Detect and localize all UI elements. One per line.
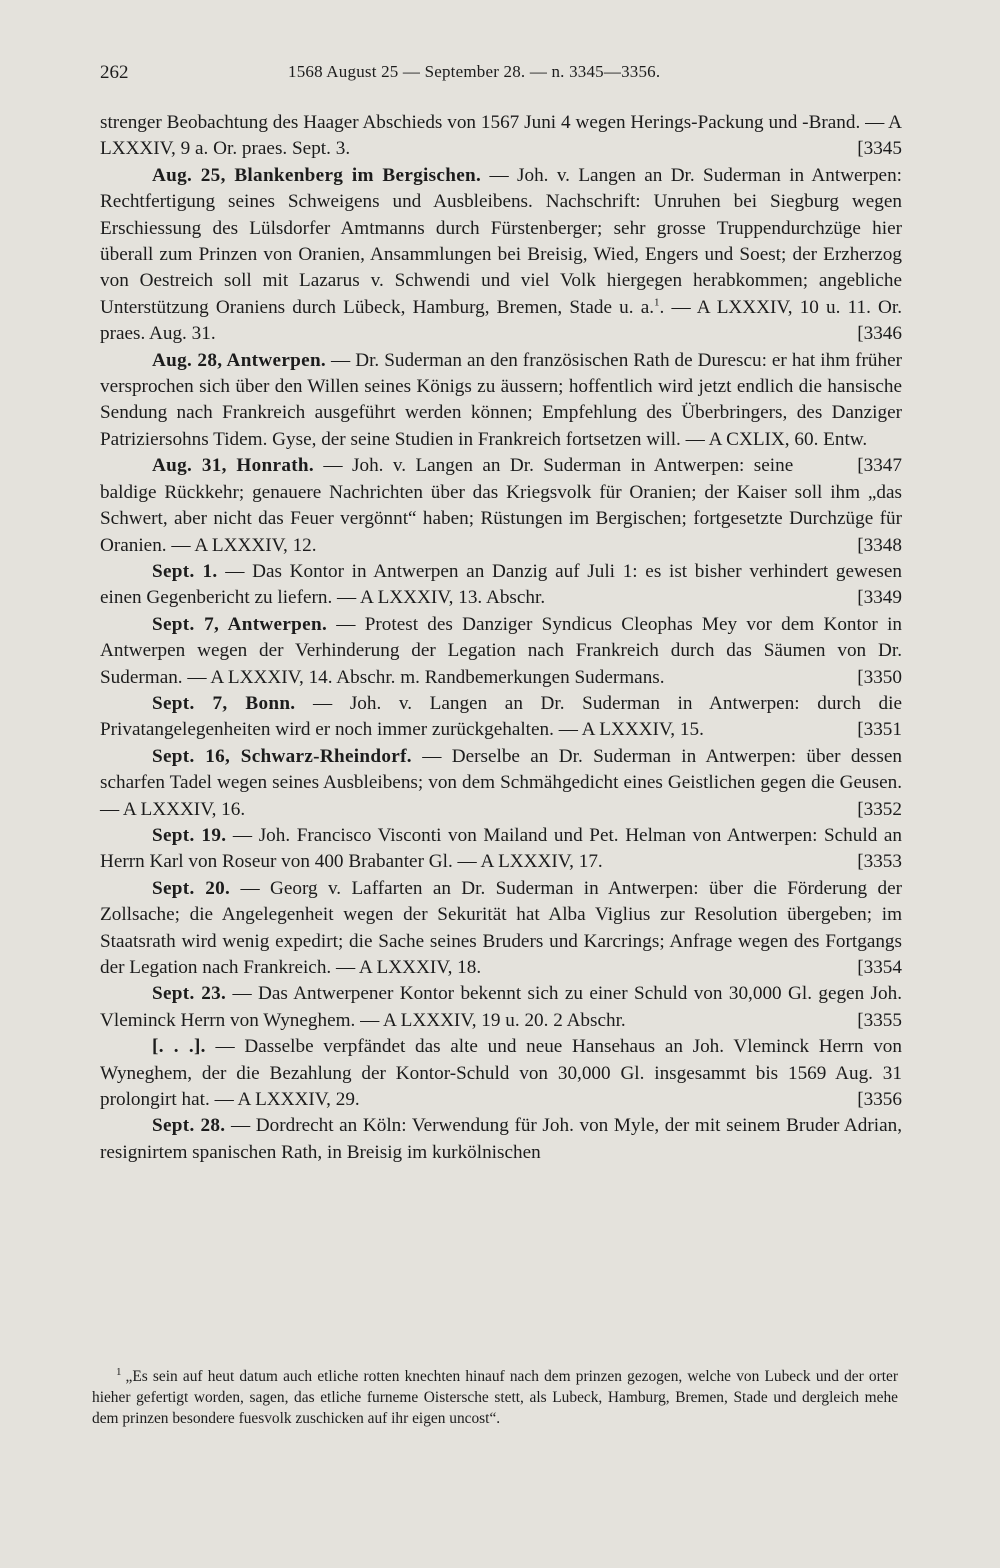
- regest-entry: [100, 612, 902, 691]
- regest-entry: [100, 876, 902, 982]
- regest-entry: [100, 163, 902, 348]
- entry-number: [3345: [857, 138, 902, 160]
- entry-number: [3347: [857, 455, 902, 477]
- footnote-mark: 1: [116, 1366, 122, 1378]
- entry-text: strenger Beobachtung des Haager Abschieds von 1567 Juni 4 wegen Herings-Packung und -Brand. — A LXXXIV, 9 a. Or. praes. Sept. 3.: [100, 112, 902, 160]
- entry-date: Aug. 31, Honrath.: [152, 455, 314, 477]
- entry-date: Sept. 20.: [152, 877, 231, 899]
- entry-text: — Derselbe an Dr. Suderman in Antwerpen: über dessen scharfen Tadel wegen seines Ausbleibens; von dem Schmähgedicht eines Geistlichen gegen die Geusen. — A LXXXIV, 16.: [100, 745, 902, 820]
- entry-date: Aug. 28, Antwerpen.: [152, 349, 327, 371]
- entry-number: [3354: [857, 957, 902, 978]
- footnote-text: „Es sein auf heut datum auch etliche rotten knechten hinauf nach dem prinzen gezogen, welche von Lubeck und der orter hieher gefertigt worden, sagen, das etliche furneme Oistersche stett, als Lubeck, Hamburg, Bremen, Stade und dergleich mehe dem prinzen besondere fuesvolk zuschicken auf ihr eigen uncost“.: [92, 1368, 898, 1428]
- regest-entry: [100, 1113, 902, 1166]
- entry-date: Sept. 28.: [152, 1115, 226, 1137]
- entry-number: [3351: [857, 719, 902, 741]
- page-body: [100, 110, 902, 1166]
- entry-date: Sept. 7, Bonn.: [152, 692, 296, 714]
- running-title: 1568 August 25 — September 28. — n. 3345—3356.: [288, 62, 661, 81]
- regest-entry: [100, 823, 902, 876]
- entry-text: — Protest des Danziger Syndicus Cleophas Mey vor dem Kontor in Antwerpen wegen der Verhinderung der Legation nach Frankreich durch das Säumen von Dr. Suderman. — A LXXXIV, 14. Abschr. m. Randbemerkungen Sudermans.: [100, 613, 902, 688]
- entry-text: — Georg v. Laffarten an Dr. Suderman in Antwerpen: über die Förderung der Zollsache; die Angelegenheit wegen der Sekurität hat Alba Viglius zur Resolution übergeben; im Staatsrath wird wenig expedirt; die Sache seines Bruders und Karcrings; Anfrage wegen des Fortgangs der Legation nach Frankreich. — A LXXXIV, 18.: [100, 877, 902, 978]
- entry-text: — Dordrecht an Köln: Verwendung für Joh. von Myle, der mit seinem Bruder Adrian, resignirtem spanischen Rath, in Breisig im kurkölnischen: [100, 1115, 902, 1163]
- entry-text: — Joh. Francisco Visconti von Mailand und Pet. Helman von Antwerpen: Schuld an Herrn Karl von Roseur von 400 Brabanter Gl. — A LXXXIV, 17.: [100, 824, 902, 873]
- entry-number: [3346: [857, 323, 902, 345]
- entry-date: Sept. 23.: [152, 983, 227, 1005]
- entry-text: — Das Antwerpener Kontor bekennt sich zu einer Schuld von 30,000 Gl. gegen Joh. Vleminck Herrn von Wyneghem. — A LXXXIV, 19 u. 20. 2 Abschr.: [100, 983, 902, 1031]
- entry-text: — Dr. Suderman an den französischen Rath de Durescu: er hat ihm früher versprochen sich über den Willen seines Königs zu äussern; hoffentlich wird jetzt endlich die hansische Sendung nach Frankreich ausgeführt werden können; Empfehlung des Überbringers, des Danziger Patriziersohns Tidem. Gyse, der seine Studien in Frankreich fortsetzen will. — A CXLIX, 60. Entw.: [100, 349, 902, 450]
- regest-entry: [100, 110, 902, 163]
- footnote: [92, 1362, 898, 1429]
- regest-entry: [100, 981, 902, 1034]
- entry-number: [3352: [857, 798, 902, 820]
- entry-text: — Joh. v. Langen an Dr. Suderman in Antwerpen: durch die Privatangelegenheiten wird er noch immer zurückgehalten. — A LXXXIV, 15.: [100, 692, 902, 741]
- entry-number: [3348: [857, 534, 902, 556]
- regest-entry: [100, 691, 902, 744]
- regest-entry: [100, 559, 902, 612]
- page-number: 262: [100, 62, 129, 83]
- entry-date: Aug. 25, Blankenberg im Bergischen.: [152, 164, 482, 186]
- entry-text: — Joh. v. Langen an Dr. Suderman in Antwerpen: seine baldige Rückkehr; genauere Nachrichten über das Kriegsvolk für Oranien; der Kaiser soll ihm „das Schwert, aber nicht das Feuer vergönnt“ haben; Rüstungen im Bergischen; fortgesetzte Durchzüge für Oranien. — A LXXXIV, 12.: [100, 455, 902, 556]
- entry-number: [3350: [857, 666, 902, 688]
- entry-text: — Das Kontor in Antwerpen an Danzig auf Juli 1: es ist bisher verhindert gewesen einen Gegenbericht zu liefern. — A LXXXIV, 13. Abschr.: [100, 560, 902, 609]
- entry-text-after: . — A LXXXIV, 10 u. 11. Or. praes. Aug. 31.: [100, 296, 903, 345]
- entry-date: Sept. 16, Schwarz-Rheindorf.: [152, 745, 412, 767]
- entry-number: [3355: [857, 1009, 902, 1031]
- entry-date: Sept. 19.: [152, 824, 227, 846]
- entry-date: Sept. 1.: [152, 560, 218, 582]
- entry-number: [3356: [857, 1089, 902, 1111]
- entry-date: Sept. 7, Antwerpen.: [152, 613, 328, 635]
- entry-number: [3353: [857, 851, 902, 873]
- regest-entry: [100, 744, 902, 823]
- page-header: [100, 62, 900, 92]
- regest-entry: [100, 1034, 902, 1113]
- entry-date: [. . .].: [152, 1036, 206, 1058]
- entry-text: — Dasselbe verpfändet das alte und neue Hansehaus an Joh. Vleminck Herrn von Wyneghem, der die Bezahlung der Kontor-Schuld von 30,000 Gl. insgesammt bis 1569 Aug. 31 prolongirt hat. — A LXXXIV, 29.: [100, 1036, 902, 1111]
- regest-entry: [100, 453, 902, 559]
- footnote-ref: 1: [654, 296, 660, 309]
- entry-text: — Joh. v. Langen an Dr. Suderman in Antwerpen: Rechtfertigung seines Schweigens und Ausbleibens. Nachschrift: Unruhen bei Siegburg wegen Erschiessung des Lülsdorfer Amtmanns durch Fürstenberger; sehr grosse Truppendurchzüge hier überall zum Prinzen von Oranien, Ansammlungen bei Breisig, Wied, Engers und Soest; der Erzherzog von Oestreich soll mit Lazarus v. Schwendi und viel Volk hiergegen herabkommen; angebliche Unterstützung Oraniens durch Lübeck, Hamburg, Bremen, Stade u. a.: [100, 164, 902, 318]
- entry-number: [3349: [857, 587, 902, 609]
